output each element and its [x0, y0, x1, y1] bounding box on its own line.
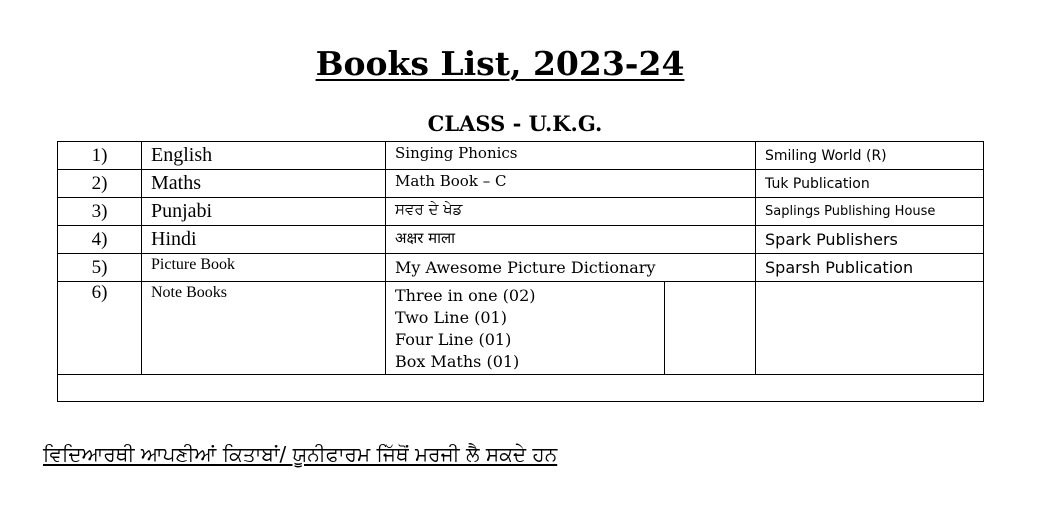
table-row	[58, 170, 984, 198]
table-row	[58, 254, 984, 282]
row-number: 2)	[58, 170, 142, 198]
notebook-item: Four Line (01)	[395, 330, 512, 349]
subject-cell: Maths	[142, 170, 386, 198]
table-row	[58, 198, 984, 226]
page-title	[0, 44, 1000, 84]
notebook-list	[395, 285, 664, 373]
notebook-item: Two Line (01)	[395, 308, 507, 327]
row-number: 5)	[58, 254, 142, 282]
empty-cell	[665, 282, 756, 375]
table-row	[58, 226, 984, 254]
subject-cell: Punjabi	[142, 198, 386, 226]
table-row-blank	[58, 375, 984, 402]
publisher-cell: Saplings Publishing House	[756, 198, 984, 226]
row-number: 4)	[58, 226, 142, 254]
row-number: 6)	[58, 282, 142, 375]
book-cell: ਸਵਰ ਦੇ ਖੇਡ	[386, 198, 756, 226]
class-heading: CLASS - U.K.G.	[427, 111, 603, 136]
subject-cell: Note Books	[142, 282, 386, 375]
book-cell: My Awesome Picture Dictionary	[386, 254, 756, 282]
subject-cell: Picture Book	[142, 254, 386, 282]
books-table	[57, 141, 984, 402]
book-cell: अक्षर माला	[386, 226, 756, 254]
row-number: 3)	[58, 198, 142, 226]
row-number: 1)	[58, 142, 142, 170]
table-row-notebooks	[58, 282, 984, 375]
empty-cell	[58, 375, 984, 402]
book-cell: Math Book – C	[386, 170, 756, 198]
publisher-cell: Smiling World (R)	[756, 142, 984, 170]
notebook-item: Box Maths (01)	[395, 352, 520, 371]
table-row	[58, 142, 984, 170]
subject-cell: Hindi	[142, 226, 386, 254]
notebook-items-cell	[386, 282, 665, 375]
book-cell: Singing Phonics	[386, 142, 756, 170]
publisher-cell: Sparsh Publication	[756, 254, 984, 282]
empty-cell	[756, 282, 984, 375]
notebook-item: Three in one (02)	[395, 286, 536, 305]
subject-cell: English	[142, 142, 386, 170]
publisher-cell: Spark Publishers	[756, 226, 984, 254]
publisher-cell: Tuk Publication	[756, 170, 984, 198]
page-title-text: Books List, 2023-24	[315, 44, 685, 83]
footer-note: ਵਿਦਿਆਰਥੀ ਆਪਣੀਆਂ ਕਿਤਾਬਾਂ/ ਯੂਨੀਫਾਰਮ ਜਿੱਥੋਂ ਮਰਜੀ ਲੈ ਸਕਦੇ ਹਨ	[43, 442, 558, 466]
